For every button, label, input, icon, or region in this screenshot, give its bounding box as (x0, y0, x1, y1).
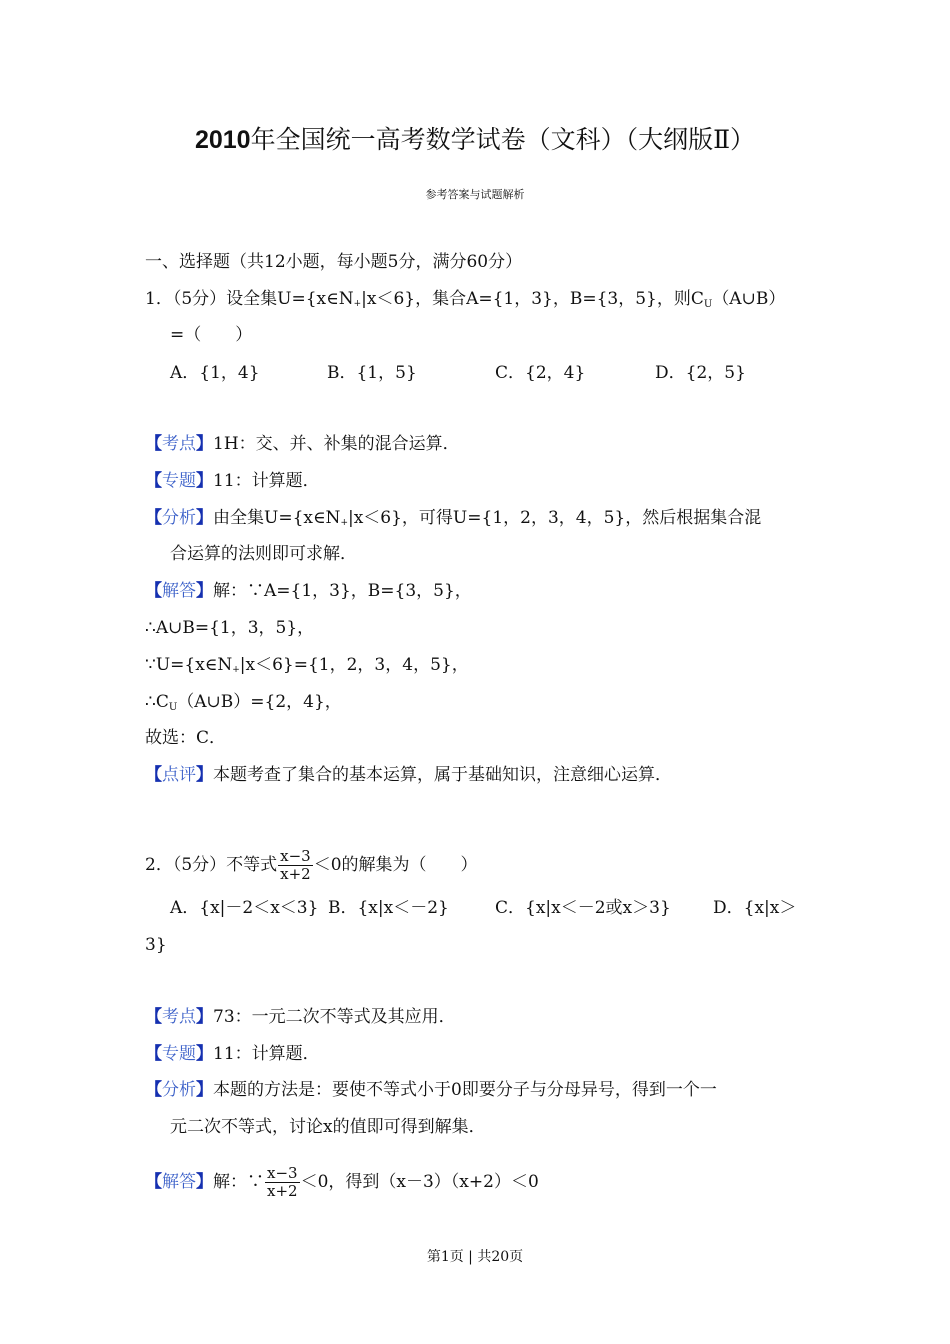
q2-option-d-wrap: 3} (145, 935, 167, 955)
q2-stem: 2．（5分）不等式 $\frac{x-3}{x+2}$ ＜0的解集为（ ） (145, 847, 478, 883)
document-title (0, 122, 950, 158)
q1-option-d: D．{2，5} (655, 363, 746, 383)
q2-option-b: B．{x|x＜－2} (328, 898, 449, 918)
q2-option-a: A．{x|－2＜x＜3} (170, 898, 319, 918)
q1-stem-line2: =（ ） (170, 325, 253, 345)
q2-fenxi-line2: 元二次不等式，讨论x的值即可得到解集． (170, 1117, 486, 1137)
title-text: 年全国统一高考数学试卷（文科）（大纲版Ⅱ） (250, 125, 756, 154)
title-year: 2010 (194, 126, 251, 154)
q1-fenxi-line2: 合运算的法则即可求解． (170, 544, 357, 564)
q1-step2: ∵U={x∈N+|x＜6}={1，2，3，4，5}， (145, 655, 469, 675)
section-heading: 一、选择题（共12小题，每小题5分，满分60分） (145, 252, 523, 272)
q1-option-a: A．{1，4} (170, 363, 260, 383)
q2-option-c: C．{x|x＜－2或x＞3} (495, 898, 671, 918)
q1-step4: 故选：C． (145, 728, 227, 748)
page-footer: 第1页 | 共20页 (426, 1249, 524, 1265)
q1-option-b: B．{1，5} (327, 363, 417, 383)
fraction: $\frac{x-3}{x+2}$ (267, 1164, 298, 1200)
q2-zhuanti: 【专题】11：计算题． (145, 1044, 320, 1064)
q1-dianping: 【点评】本题考查了集合的基本运算，属于基础知识，注意细心运算． (145, 765, 672, 785)
q1-kaodian: 【考点】1H：交、并、补集的混合运算． (145, 434, 460, 454)
fraction: $\frac{x-3}{x+2}$ (280, 847, 311, 883)
q2-kaodian: 【考点】73：一元二次不等式及其应用． (145, 1007, 456, 1027)
q1-jieda: 【解答】解：∵A={1，3}，B={3，5}， (145, 581, 472, 601)
q1-zhuanti: 【专题】11：计算题． (145, 471, 320, 491)
q2-jieda: 【解答】解：∵ $\frac{x-3}{x+2}$ ＜0，得到（x－3）（x+2）＜0 (145, 1164, 539, 1200)
q1-fenxi: 【分析】由全集U={x∈N+|x＜6}，可得U={1，2，3，4，5}，然后根据集合混 (145, 508, 762, 528)
subtitle: 参考答案与试题解析 (425, 188, 525, 201)
q1-option-c: C．{2，4} (495, 363, 586, 383)
q1-step1: ∴A∪B={1，3，5}， (145, 618, 315, 638)
q1-stem: 1．（5分）设全集U={x∈N+|x＜6}，集合A={1，3}，B={3，5}，则$C_U(A\cup B)$ (145, 289, 786, 310)
q2-option-d: D．{x|x＞ (713, 898, 797, 918)
q2-fenxi: 【分析】本题的方法是：要使不等式小于0即要分子与分母异号，得到一个一 (145, 1080, 717, 1100)
q1-step3: $\therefore C_U(A\cup B)=\{2$，4}， (145, 692, 342, 713)
